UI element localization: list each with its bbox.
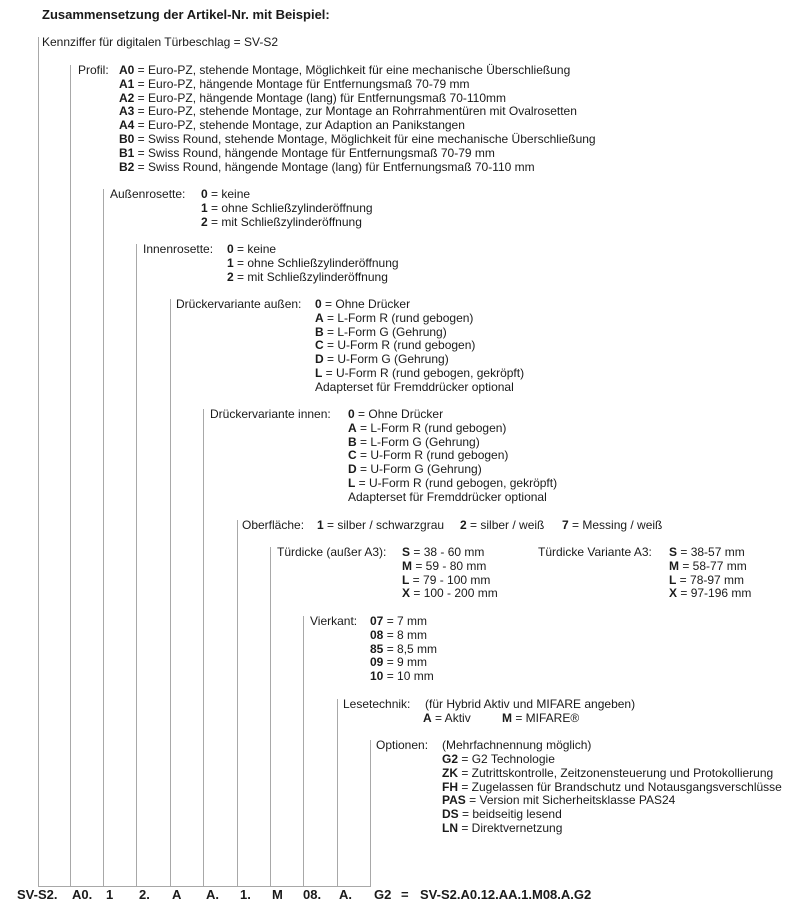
option-text: = 79 - 100 mm: [409, 572, 491, 587]
option-code: A: [423, 711, 432, 725]
option-text: = U-Form R (rund gebogen): [356, 448, 509, 463]
option-row: [370, 670, 437, 684]
option-code: DS: [442, 807, 459, 822]
option-row: [315, 367, 524, 381]
connector-line: [370, 740, 371, 887]
option-row: [348, 422, 557, 436]
option-text: = 8,5 mm: [383, 641, 438, 656]
option-row: [119, 147, 596, 161]
option-text: = Direktvernetzung: [458, 820, 563, 835]
option-text: = 8 mm: [383, 627, 428, 642]
option-code: 2: [201, 214, 208, 229]
option-code: 10: [370, 669, 384, 684]
option-code: FH: [442, 779, 458, 794]
option-text: = Ohne Drücker: [354, 407, 444, 421]
option-row: [442, 753, 782, 767]
option-code: 0: [348, 407, 355, 421]
druecker-aussen-options: [315, 298, 524, 395]
profil-label: Profil:: [78, 63, 109, 77]
oberflaeche-label: Oberfläche:: [242, 518, 305, 532]
option-text: = 97-196 mm: [677, 586, 752, 601]
option-code: 7: [562, 518, 569, 532]
connector-line: [38, 37, 39, 887]
tuerdicke-options: [402, 546, 498, 601]
tuerdicke-a3-label: Türdicke Variante A3:: [538, 545, 652, 559]
profil-options: [119, 64, 596, 174]
option-text: = ohne Schließzylinderöffnung: [233, 255, 399, 270]
option-row: [442, 767, 782, 781]
option-row: [119, 105, 596, 119]
connector-line: [70, 65, 71, 887]
option-text: = Euro-PZ, stehende Montage, zur Montage an Rohrrahmentüren mit Ovalrosetten: [134, 104, 577, 119]
option-row: [370, 656, 437, 670]
example-part: M: [272, 887, 283, 902]
lesetechnik-option: [502, 712, 579, 726]
option-row: [442, 781, 782, 795]
example-part: SV-S2.: [17, 887, 58, 902]
option-text: Adapterset für Fremddrücker optional: [315, 379, 514, 394]
option-text: = U-Form R (rund gebogen): [323, 338, 476, 353]
lesetechnik-label: Lesetechnik:: [343, 697, 411, 711]
option-code: M: [669, 558, 679, 573]
option-text: = Ohne Drücker: [321, 297, 411, 311]
option-text: = L-Form R (rund gebogen): [356, 420, 507, 435]
connector-line: [303, 616, 304, 887]
option-code: B0: [119, 131, 135, 146]
option-text: = Swiss Round, stehende Montage, Möglichkeit für eine mechanische Überschließung: [134, 131, 596, 146]
option-text: = Euro-PZ, stehende Montage, Möglichkeit für eine mechanische Überschließung: [134, 63, 571, 77]
option-row: [348, 408, 557, 422]
option-text: = U-Form R (rund gebogen, gekröpft): [322, 365, 525, 380]
option-text: = silber / weiß: [466, 518, 545, 532]
option-text: = Zutrittskontrolle, Zeitzonensteuerung und Protokollierung: [458, 765, 774, 780]
option-code: PAS: [442, 793, 466, 808]
option-text: = keine: [233, 242, 277, 256]
aussenrosette-label: Außenrosette:: [110, 187, 186, 201]
option-code: C: [315, 338, 324, 353]
option-code: S: [669, 545, 678, 559]
druecker-innen-options: [348, 408, 557, 505]
lesetechnik-option: [423, 712, 471, 726]
lesetechnik-note: (für Hybrid Aktiv und MIFARE angeben): [425, 697, 636, 711]
option-text: = U-Form G (Gehrung): [356, 462, 482, 477]
option-code: ZK: [442, 765, 458, 780]
option-text: = L-Form G (Gehrung): [356, 434, 480, 449]
oberflaeche-option: [317, 519, 444, 533]
example-part: 2.: [139, 887, 150, 902]
example-part: 08.: [303, 887, 322, 902]
option-code: A4: [119, 118, 135, 133]
option-row: [201, 188, 373, 202]
option-code: 08: [370, 627, 384, 642]
option-code: A3: [119, 104, 135, 119]
option-code: C: [348, 448, 357, 463]
option-text: = 7 mm: [383, 614, 428, 628]
option-text: = mit Schließzylinderöffnung: [233, 269, 388, 284]
option-code: 85: [370, 641, 384, 656]
option-text: = 100 - 200 mm: [410, 586, 498, 601]
option-code: 0: [201, 187, 208, 201]
option-row: [348, 477, 557, 491]
tuerdicke-label: Türdicke (außer A3):: [277, 545, 387, 559]
option-code: D: [348, 462, 357, 477]
example-equals: =: [401, 887, 409, 902]
option-code: 0: [315, 297, 322, 311]
option-code: A: [315, 310, 324, 325]
option-row: [348, 491, 557, 505]
option-row: [227, 243, 399, 257]
example-part: G2: [374, 887, 392, 902]
oberflaeche-option: [562, 519, 662, 533]
option-row: [370, 629, 437, 643]
option-code: 07: [370, 614, 384, 628]
innenrosette-options: [227, 243, 399, 284]
druecker-innen-label: Drückervariante innen:: [210, 407, 331, 421]
option-code: S: [402, 545, 411, 559]
option-text: = 38-57 mm: [677, 545, 745, 559]
option-text: = 58-77 mm: [679, 558, 747, 573]
option-row: [119, 161, 596, 175]
option-row: [227, 271, 399, 285]
tuerdicke-a3-options: [669, 546, 751, 601]
option-code: G2: [442, 752, 459, 766]
option-text: = Version mit Sicherheitsklasse PAS24: [465, 793, 676, 808]
option-code: 09: [370, 655, 384, 670]
optionen-note: (Mehrfachnennung möglich): [442, 738, 592, 752]
option-row: [669, 574, 751, 588]
option-text: = 9 mm: [383, 655, 428, 670]
example-part: A.: [339, 887, 352, 902]
option-text: = keine: [207, 187, 251, 201]
option-code: A2: [119, 90, 135, 105]
option-row: [442, 822, 782, 836]
option-row: [402, 574, 498, 588]
connector-line: [170, 299, 171, 887]
option-code: A: [348, 420, 357, 435]
option-code: 2: [460, 518, 467, 532]
option-code: 1: [201, 200, 208, 215]
option-code: X: [402, 586, 411, 601]
example-part: A: [172, 887, 182, 902]
option-text: = ohne Schließzylinderöffnung: [207, 200, 373, 215]
option-row: [669, 587, 751, 601]
option-row: [315, 381, 524, 395]
option-row: [402, 560, 498, 574]
option-code: A0: [119, 63, 135, 77]
option-code: X: [669, 586, 678, 601]
option-row: [442, 794, 782, 808]
option-text: = L-Form R (rund gebogen): [323, 310, 474, 325]
option-text: = Zugelassen für Brandschutz und Notausgangsverschlüsse: [458, 779, 782, 794]
option-text: = 38 - 60 mm: [410, 545, 485, 559]
option-row: [201, 202, 373, 216]
vierkant-options: [370, 615, 437, 684]
aussenrosette-options: [201, 188, 373, 229]
connector-line: [203, 409, 204, 887]
connector-line: [136, 244, 137, 887]
option-row: [402, 546, 498, 560]
option-text: = Euro-PZ, hängende Montage für Entfernungsmaß 70-79 mm: [134, 76, 470, 91]
connector-line: [103, 189, 104, 887]
option-code: A1: [119, 76, 135, 91]
option-row: [315, 339, 524, 353]
option-code: D: [315, 352, 324, 367]
option-text: Adapterset für Fremddrücker optional: [348, 489, 547, 504]
option-text: = Swiss Round, hängende Montage für Entfernungsmaß 70-79 mm: [134, 145, 495, 160]
connector-line: [270, 547, 271, 887]
optionen-label: Optionen:: [376, 738, 429, 752]
option-text: = L-Form G (Gehrung): [323, 324, 447, 339]
option-text: = G2 Technologie: [458, 752, 555, 766]
option-code: B1: [119, 145, 135, 160]
option-row: [669, 560, 751, 574]
option-row: [442, 808, 782, 822]
option-row: [348, 463, 557, 477]
option-code: L: [402, 572, 410, 587]
option-code: 2: [227, 269, 234, 284]
option-code: 1: [227, 255, 234, 270]
kennziffer-line: Kennziffer für digitalen Türbeschlag = SV-S2: [42, 35, 279, 49]
option-row: [201, 216, 373, 230]
option-code: B: [315, 324, 324, 339]
druecker-aussen-label: Drückervariante außen:: [176, 297, 302, 311]
option-code: 0: [227, 242, 234, 256]
example-part: 1.: [240, 887, 251, 902]
option-row: [348, 436, 557, 450]
option-code: M: [502, 711, 512, 725]
option-row: [315, 353, 524, 367]
optionen-options: [442, 753, 782, 836]
option-code: LN: [442, 820, 458, 835]
option-text: = Euro-PZ, hängende Montage (lang) für Entfernungsmaß 70-110mm: [134, 90, 506, 105]
example-part: 1: [106, 887, 114, 902]
option-row: [119, 133, 596, 147]
option-text: = Messing / weiß: [568, 518, 663, 532]
option-row: [315, 326, 524, 340]
option-code: M: [402, 558, 412, 573]
option-text: = MIFARE®: [512, 711, 580, 725]
option-row: [119, 64, 596, 78]
example-result: SV-S2.A0.12.AA.1.M08.A.G2: [420, 887, 592, 902]
option-text: = 59 - 80 mm: [412, 558, 487, 573]
connector-line: [237, 520, 238, 887]
option-text: = silber / schwarzgrau: [323, 518, 445, 532]
option-row: [315, 298, 524, 312]
option-text: = mit Schließzylinderöffnung: [207, 214, 362, 229]
innenrosette-label: Innenrosette:: [143, 242, 214, 256]
option-code: 1: [317, 518, 324, 532]
option-text: = 78-97 mm: [676, 572, 745, 587]
example-part: A.: [206, 887, 219, 902]
option-text: = U-Form R (rund gebogen, gekröpft): [355, 475, 558, 490]
option-row: [315, 312, 524, 326]
option-row: [370, 615, 437, 629]
option-code: L: [669, 572, 677, 587]
option-text: = Euro-PZ, stehende Montage, zur Adaption an Panikstangen: [134, 118, 465, 133]
option-text: = Aktiv: [431, 711, 471, 725]
option-row: [227, 257, 399, 271]
option-row: [669, 546, 751, 560]
option-row: [402, 587, 498, 601]
option-text: = 10 mm: [383, 669, 434, 684]
option-row: [119, 119, 596, 133]
option-code: B: [348, 434, 357, 449]
vierkant-label: Vierkant:: [310, 614, 358, 628]
oberflaeche-option: [460, 519, 544, 533]
option-row: [348, 449, 557, 463]
option-code: B2: [119, 159, 135, 174]
option-row: [370, 643, 437, 657]
example-part: A0.: [72, 887, 93, 902]
option-text: = U-Form G (Gehrung): [323, 352, 449, 367]
page-title: Zusammensetzung der Artikel-Nr. mit Beispiel:: [42, 7, 330, 22]
option-text: = beidseitig lesend: [458, 807, 562, 822]
connector-line: [337, 699, 338, 887]
option-row: [119, 78, 596, 92]
option-code: L: [348, 475, 356, 490]
option-code: L: [315, 365, 323, 380]
option-row: [119, 92, 596, 106]
option-text: = Swiss Round, hängende Montage (lang) für Entfernungsmaß 70-110 mm: [134, 159, 535, 174]
